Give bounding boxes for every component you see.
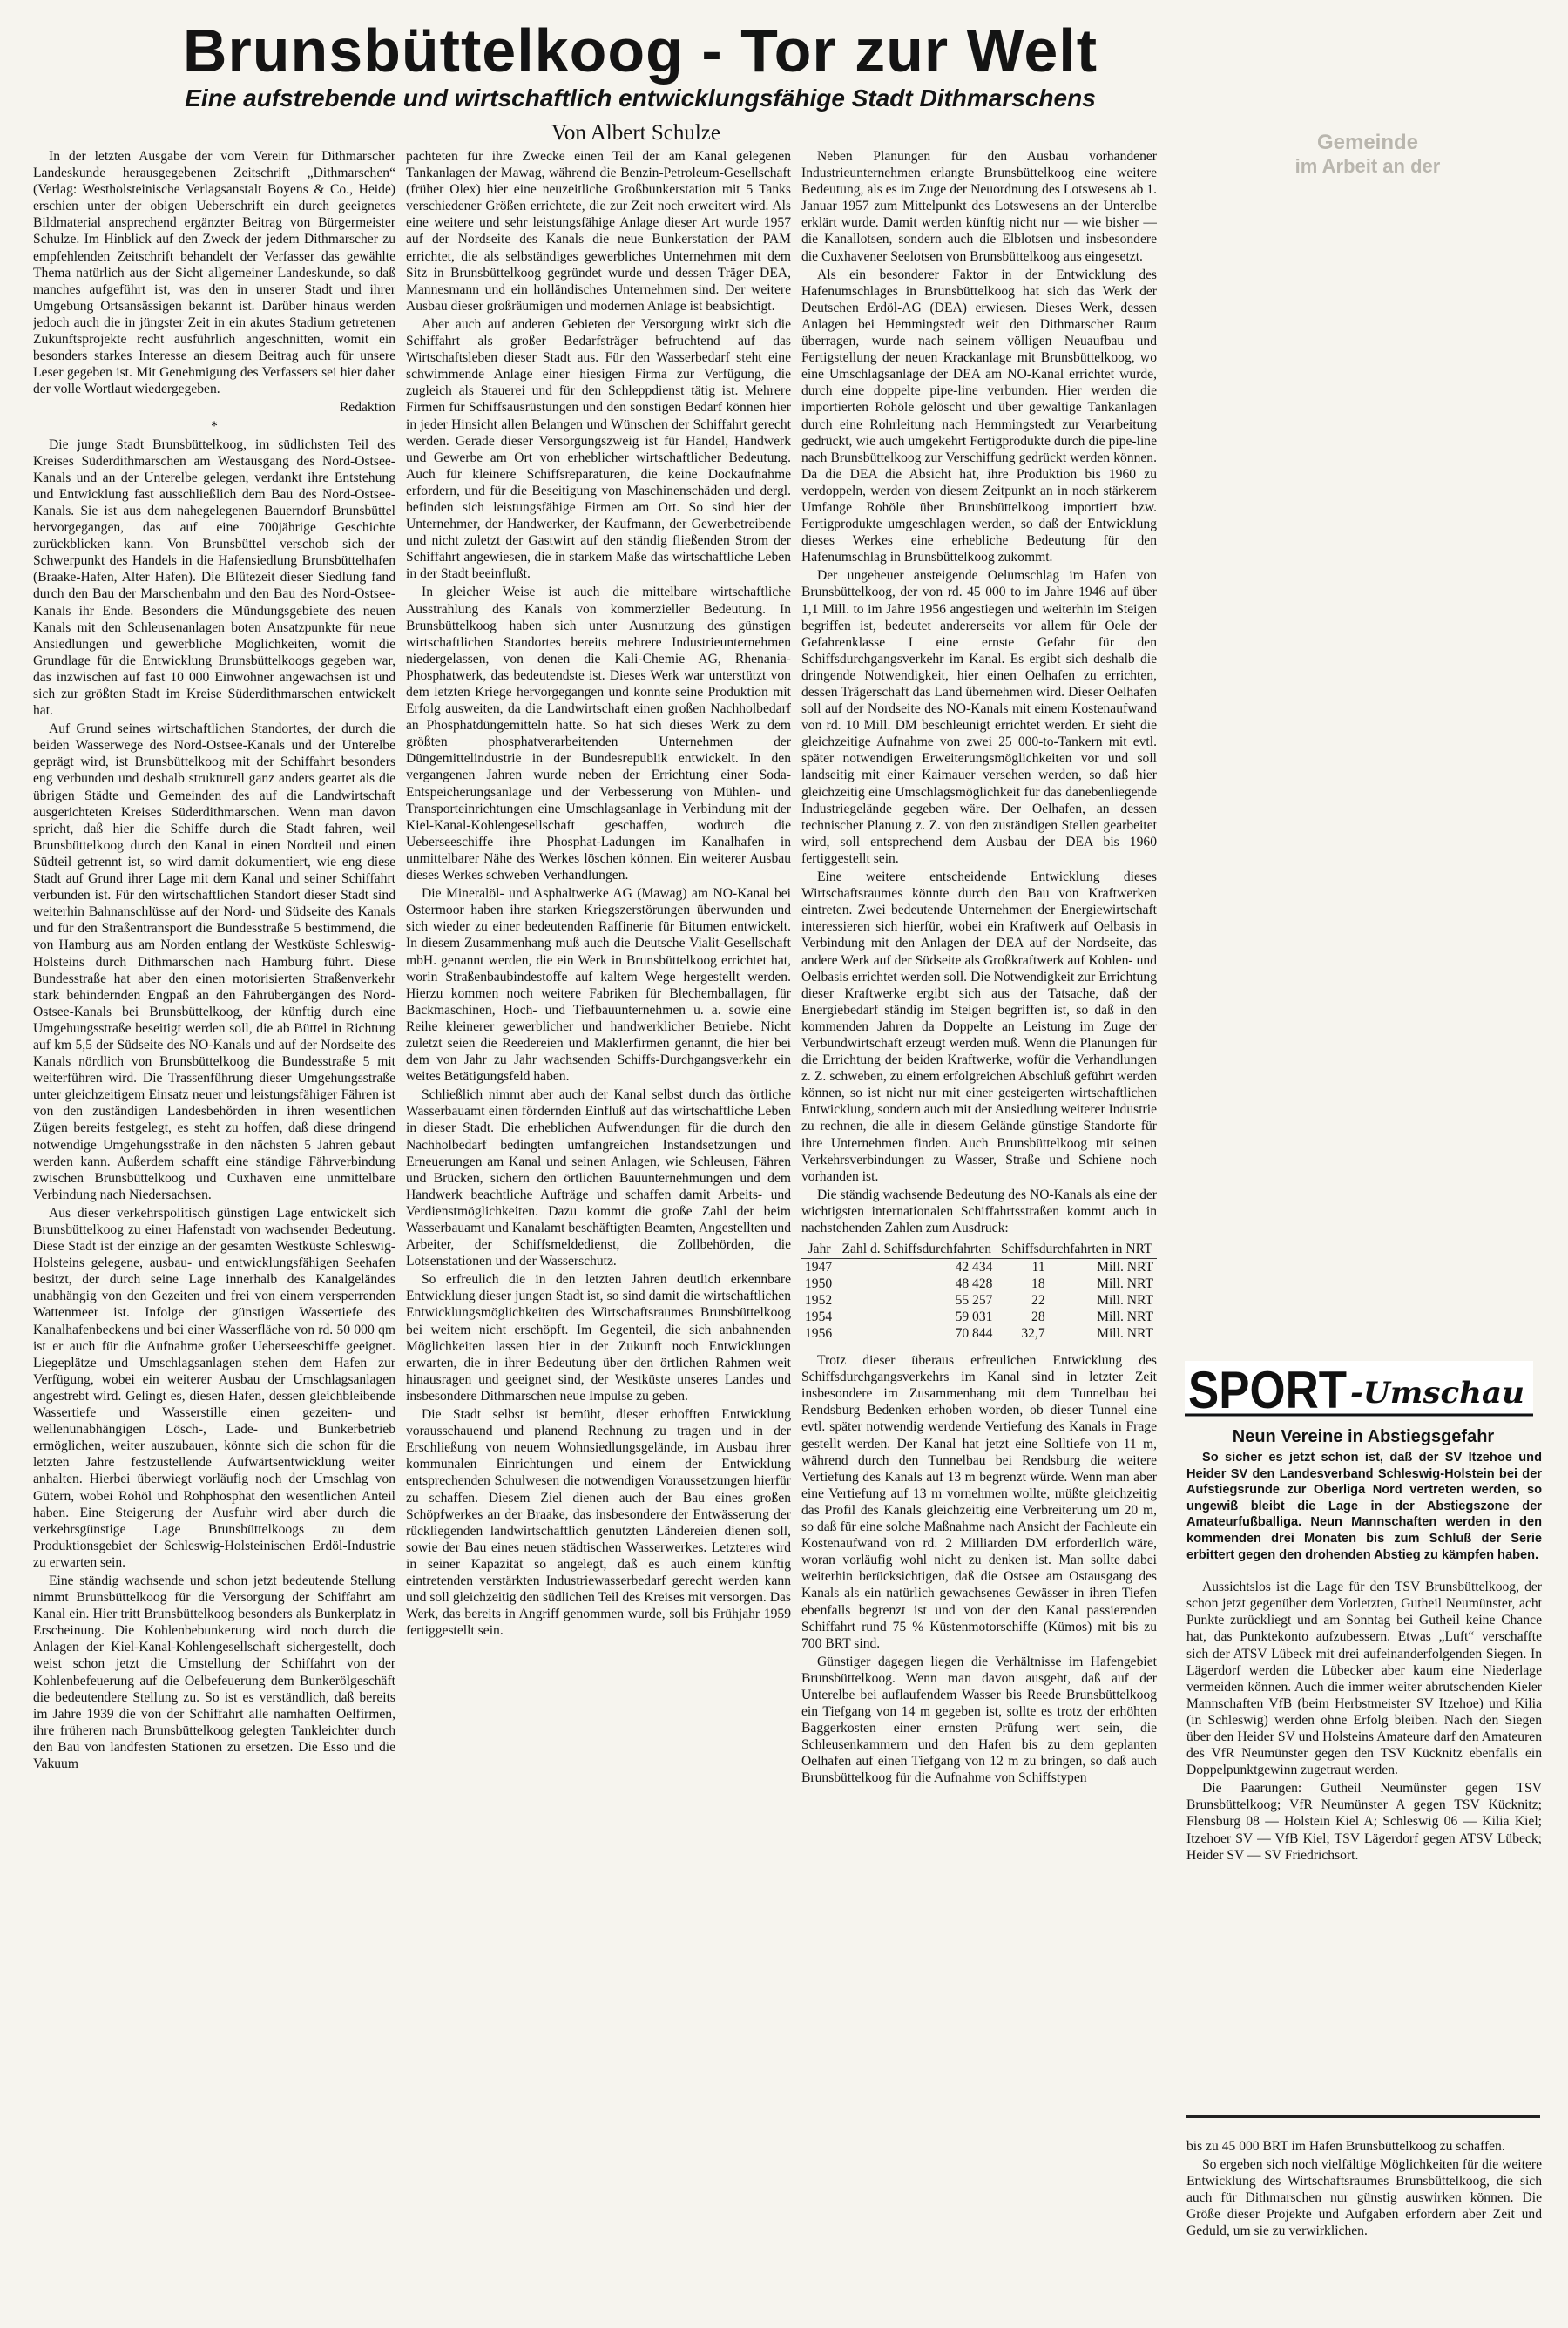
table-row — [801, 1325, 1157, 1342]
sport-headline: Neun Vereine in Abstiegsgefahr — [1232, 1427, 1495, 1446]
article-continuation — [1186, 2138, 1542, 2242]
table-cell: 28 — [1031, 1310, 1045, 1325]
table-cell: 48 428 — [955, 1276, 993, 1292]
paragraph: Die Paarungen: Gutheil Neumünster gegen TSV Brunsbüttelkoog; VfR Neumünster A gegen TSV Kücknitz; Flensburg 08 — Holstein Kiel A; Schleswig 06 — Kilia Kiel; Itzehoer SV — VfB Kiel; TSV Lägerdorf gegen ATSV Lübeck; Heider SV — SV Friedrichsort. — [1186, 1781, 1542, 1863]
section-divider: * — [211, 418, 218, 434]
paragraph: Neben Planungen für den Ausbau vorhandener Industrieunternehmen erlangte Brunsbüttelkoog eine weitere Bedeutung, als es im Zuge der Neuordnung des Lotswesens ab 1. Januar 1957 zum Mittelpunkt des Lotswesens an der Unterelbe erklärt wurde. Damit werden künftig nicht nur — wie bisher — die Kanallotsen, sondern auch die Elblotsen und insbesondere die Cuxhavener Seelotsen von Brunsbüttelkoog aus eingesetzt. — [801, 149, 1157, 264]
table-cell: Mill. NRT — [1097, 1326, 1153, 1342]
paragraph: So erfreulich die in den letzten Jahren deutlich erkennbare Entwicklung dieser jungen Stadt ist, so sind damit die wirtschaftlichen Entwicklungsmöglichkeiten des Wirtschaftsraumes Brunsbüttelkoog bei weitem nicht erschöpft. Im Gegenteil, die sich anbahnenden Möglichkeiten lassen hier in der Zukunft noch Entwicklungen erwarten, die in ihrer Bedeutung über den örtlichen Rahmen weit hinausragen und geeignet sind, der Westküste unseres Landes und insbesondere Dithmarschen neue Impulse zu geben. — [406, 1272, 791, 1404]
table-cell: 42 434 — [955, 1260, 993, 1276]
paragraph: bis zu 45 000 BRT im Hafen Brunsbüttelkoog zu schaffen. — [1186, 2139, 1505, 2154]
sport-umschau-logo — [1185, 1359, 1533, 1418]
table-cell: Mill. NRT — [1097, 1293, 1153, 1309]
article-author: Von Albert Schulze — [551, 121, 720, 145]
paragraph: So ergeben sich noch vielfältige Möglichkeiten für die weitere Entwicklung des Wirtschaftsraumes Brunsbüttelkoog, die sich auch für Dithmarschen nur günstig auswirken können. Die Größe dieser Projekte und Aufgaben erfordern aber Zeit und Geduld, um sie zu verwirklichen. — [1186, 2157, 1542, 2239]
table-row — [801, 1276, 1157, 1292]
paragraph: Die Stadt selbst ist bemüht, dieser erhofften Entwicklung vorausschauend und planend Rechnung zu tragen und in der Erschließung von neuem Wohnsiedlungsgelände, im Ausbau ihrer kommunalen Einrichtungen und einem der Entwicklung entsprechenden Schulwesen die notwendigen Voraussetzungen hierfür zu schaffen. Diesem Ziel dienen auch der Bau eines großen Schöpfwerkes an der Braake, das insbesondere der Entwässerung der rückliegenden landwirtschaftlich genutzten Ländereien dienen soll, sowie der Bau eines neuen städtischen Wasserwerkes. Letzteres wird in seiner Kapazität so angelegt, daß es auch einem künftig eintretenden verstärkten Industriewasserbedarf gerecht werden kann und soll gleichzeitig den südlichen Teil des Kreises mit versorgen. Das Werk, das bereits in Angriff genommen wurde, soll bis Frühjahr 1959 fertiggestellt sein. — [406, 1407, 791, 1639]
table-cell: Mill. NRT — [1097, 1276, 1153, 1292]
faded-ad-line: im Arbeit an der — [1294, 155, 1441, 177]
table-header: Jahr — [801, 1240, 837, 1259]
paragraph: In der letzten Ausgabe der vom Verein für Dithmarscher Landeskunde herausgegebenen Zeitschrift „Dithmarschen“ (Verlag: Westholsteinische Verlagsanstalt Boyens & Co., Heide) erschien unter der obigen Ueberschrift ein durch geeignetes Bildmaterial ansprechend ergänzter Beitrag von Bürgermeister Schulze. Im Hinblick auf den Zweck der jedem Dithmarscher zu empfehlenden Zeitschrift behandelt der Verfasser das gewählte Thema natürlich aus der Sicht allgemeiner Landeskunde, so daß manches aufgeführt ist, was den in unserer Stadt und ihrer Umgebung Ortsansässigen bekannt ist. Darüber hinaus werden jedoch auch die in jüngster Zeit in ein akutes Stadium getretenen Zukunftsprojekte recht ausführlich angeschnitten, womit ein besonders starkes Interesse an diesem Beitrag auch für unsere Leser gegeben ist. Mit Genehmigung des Verfassers sei hier daher der volle Wortlaut wiedergegeben. — [33, 149, 395, 397]
sport-article — [1186, 1450, 1542, 1865]
logo-script-text: -Umschau — [1350, 1376, 1524, 1411]
paragraph: Die ständig wachsende Bedeutung des NO-Kanals als eine der wichtigsten internationalen Schiffahrtsstraßen kommt auch in nachstehenden Zahlen zum Ausdruck: — [801, 1187, 1157, 1235]
table-header: Zahl d. Schiffsdurchfahrten — [837, 1240, 996, 1259]
sport-lead: So sicher es jetzt schon ist, daß der SV Itzehoe und Heider SV den Landesverband Schleswig-Holstein bei der Aufstiegsrunde zur Oberliga Nord vertreten werden, so ungewiß bleibt die Lage in der Abstiegszone der Amateurfußballiga. Neun Mannschaften werden in den kommenden drei Monaten bis zum Schluß der Serie erbittert gegen den drohenden Abstieg zu kämpfen haben. — [1186, 1451, 1542, 1562]
table-row — [801, 1292, 1157, 1309]
table-row — [801, 1259, 1157, 1276]
faded-ad-line: Gemeinde — [1316, 131, 1419, 154]
table-cell: 1956 — [805, 1326, 833, 1342]
table-header: Schiffsdurchfahrten in NRT — [996, 1240, 1157, 1259]
table-cell: 55 257 — [955, 1293, 993, 1309]
table-cell: 1950 — [805, 1276, 833, 1292]
paragraph: Aus dieser verkehrspolitisch günstigen Lage entwickelt sich Brunsbüttelkoog zu einer Hafenstadt von wachsender Bedeutung. Diese Stadt ist der einzige an der gesamten Westküste Schleswig-Holsteins gelegene, ausbau- und entwicklungsfähigen Seehafen besitzt, der durch seine Lage innerhalb des Kanalgeländes unabhängig von den Gezeiten und frei von einem versperrenden Wattenmeer ist. Infolge der günstigen Wassertiefe des Kanalhafenbeckens und bei einer Wasserfläche von rd. 50 000 qm ist er auch für die Aufnahme großer Ueberseeschiffe geeignet. Liegeplätze und Umschlagsanlagen stehen dem Hafen zur Verfügung, wobei ein weiterer Ausbau der Umschlagsanlagen angestrebt wird. Gelingt es, diesen Hafen, dessen gleichbleibende Wassertiefe und Wasserstille einen gezeiten- und wellenunabhängigen Lösch-, Lade- und Bunkerbetrieb ermöglichen, weiter auszubauen, könnte sich die schon für die letzten Jahre festzustellende Aufwärtsentwicklung weiter anhalten. Hierbei überwiegt vorläufig noch der Umschlag von Gütern, wobei Rohöl und Rohphosphat den wesentlichen Anteil haben. Eine Steigerung der Ausfuhr wird aber durch die verkehrsgünstige Lage Brunsbüttelkoogs zu dem Produktionsgebiet der Schleswig-Holsteinischen Erdöl-Industrie zu erwarten sein. — [33, 1205, 395, 1570]
article-column-1 — [33, 148, 395, 2318]
table-cell: 22 — [1031, 1293, 1045, 1309]
paragraph: Trotz dieser überaus erfreulichen Entwicklung des Schiffsdurchgangsverkehrs im Kanal sind in letzter Zeit insbesondere im Zusammenhang mit dem Tunnelbau bei Rendsburg Bedenken erhoben worden, ob dieser Tunnel eine evtl. später notwendig werdende Vertiefung des Kanals in Frage gestellt werden. Der Kanal hat jetzt eine Solltiefe von 11 m, während durch den Tunnelbau bei Rendsburg die weitere Vertiefung des Kanals auf 13 m begrenzt würde. Wenn man aber eine Vertiefung auf 13 m vornehmen wollte, müßte gleichzeitig das Profil des Kanals gleichzeitig eine Verbreiterung um 20 m, so daß für eine solche Maßnahme nach Ansicht der Fachleute ein Kostenaufwand von rd. 2 Milliarden DM erforderlich wäre, woran vorläufig wohl nicht zu denken ist. Man sollte dabei weiterhin berücksichtigen, daß die Ostsee am Ostausgang des Kanals als ein natürlich gewachsenes Gewässer in ihren Tiefen ebenfalls begrenzt ist und von der den Kanal passierenden Schiffahrt rund 75 % Küstenmotorschiffe (Kümos) mit bis zu 700 BRT sind. — [801, 1353, 1157, 1651]
shipping-table — [801, 1240, 1157, 1342]
paragraph: Auf Grund seines wirtschaftlichen Standortes, der durch die beiden Wasserwege des Nord-Ostsee-Kanals und der Unterelbe geprägt wird, ist Brunsbüttelkoog mit der Schiffahrt besonders eng verbunden und deshalb strukturell ganz anders geartet als die übrigen Städte und Gemeinden des auf die Landwirtschaft ausgerichteten Kreises Süderdithmarschen. Wenn man davon spricht, daß hier die Schiffe durch die Stadt fahren, weil Brunsbüttelkoog durch den Kanal in einen Nordteil und einen Südteil getrennt ist, so wird damit dokumentiert, wie eng diese Stadt auf Grund ihrer Lage mit dem Kanal und seiner Schiffahrt verbunden ist. Für den wirtschaftlichen Standort dieser Stadt sind weiterhin Bahnanschlüsse auf der Nord- und Südseite des Kanals und für den Straßentransport die Bundesstraße 5 bestimmend, die von Hamburg aus am Norden entlang der Westküste Schleswig-Holsteins durch Dithmarschen nach Hamburg führt. Diese Bundesstraße hat aber den einen motorisierten Straßenverkehr stark behindernden Engpaß an den Fährübergängen des Nord-Ostsee-Kanals bei Brunsbüttelkoog, der künftig durch eine Umgehungsstraße beseitigt werden soll, die ab Büttel in Richtung auf km 5,5 der Südseite des NO-Kanals und auf der Nordseite des Kanals nördlich von Brunsbüttelkoog die Bundesstraße 5 mit weiterführen wird. Die Trassenführung dieser Umgehungsstraße unter gleichzeitigem Einsatz neuer und leistungsfähiger Fähren ist von den zuständigen Landesbehörden in ihren wesentlichen Zügen bereits festgelegt, es steht zu hoffen, daß diese dringend notwendige Umgehungsstraße in den nächsten 5 Jahren gebaut werden kann. Außerdem schafft eine ständige Fährverbindung zwischen Brunsbüttelkoog und Cuxhaven eine unmittelbare Verbindung nach Niedersachsen. — [33, 721, 395, 1202]
table-cell: 1952 — [805, 1293, 833, 1309]
table-cell: Mill. NRT — [1097, 1260, 1153, 1276]
table-cell: 70 844 — [955, 1326, 993, 1342]
paragraph: Eine weitere entscheidende Entwicklung dieses Wirtschaftsraumes könnte durch den Bau von Kraftwerken eintreten. Zwei bedeutende Unternehmen der Energiewirtschaft interessieren sich hierfür, wobei ein Kraftwerk auf Oelbasis in Verbindung mit den Anlagen der DEA auf der Nordseite, das andere Werk auf der Südseite als Großkraftwerk auf Kohlen- und Oelbasis errichtet werden soll. Die Notwendigkeit zur Errichtung dieser Kraftwerke ergibt sich aus der Tatsache, daß der Energiebedarf ständig im Steigen begriffen ist, so daß in den kommenden Jahren da Doppelte an Leistung im Zuge der Verbundwirtschaft erzeugt werden muß. Wenn die Planungen für die Errichtung der beiden Kraftwerke, wofür die Verhandlungen z. Z. schweben, zu einem erfolgreichen Abschluß geführt werden können, so ist nicht nur mit einer gesteigerten wirtschaftlichen Entwicklung, sondern auch mit der Ansiedlung weiterer Industrie zu rechnen, die alle in diesem Gelände günstige Standorte für ihre Unternehmen finden. Auch Brunsbüttelkoog mit seinen Verkehrsverbindungen zu Wasser, Straße und Schiene noch vorhanden ist. — [801, 870, 1157, 1184]
table-cell: 1954 — [805, 1310, 833, 1325]
editor-signature: Redaktion — [339, 400, 395, 416]
paragraph: Eine ständig wachsende und schon jetzt bedeutende Stellung nimmt Brunsbüttelkoog für die Versorgung der Schiffahrt am Kanal ein. Hier tritt Brunsbüttelkoog besonders als Bunkerplatz in Erscheinung. Die Kohlenbebunkerung wird noch durch die Anlagen der Kiel-Kanal-Kohlengesellschaft sichergestellt, doch weist schon jetzt die Umstellung der Schiffahrt von der Kohlenbefeuerung auf die Oelbefeuerung dem Bunkerölgeschäft die bedeutendere Stellung zu. So ist es verständlich, daß bereits im Jahre 1939 die von der Schiffahrt alle namhaften Oelfirmen, ihre früheren nach Brunsbüttelkoog gelegten Tankleichter durch den Bau von landfesten Stationen zu ersetzen. Die Esso und die Vakuum — [33, 1573, 395, 1771]
paragraph: Die Mineralöl- und Asphaltwerke AG (Mawag) am NO-Kanal bei Ostermoor haben ihre starken Kriegszerstörungen überwunden und sich wieder zu einer bedeutenden Raffinerie für Bitumen entwickelt. In diesem Zusammenhang muß auch die Deutsche Vialit-Gesellschaft mbH. genannt werden, die ein Werk in Brunsbüttelkoog errichtet hat, worin Straßenbaubindestoffe auf kaltem Wege hergestellt werden. Hierzu kommen noch weitere Fabriken für Blechemballagen, für Backmaschinen, Hoch- und Tiefbauunternehmen u. a. sowie eine Reihe kleinerer gewerblicher und handwerklicher Betriebe. Nicht zuletzt seien die Reedereien und Maklerfirmen genannt, die hier bei dem von Jahr zu Jahr wachsenden Schiffs-Durchgangsverkehr ein weites Betätigungsfeld haben. — [406, 886, 791, 1085]
paragraph: Die junge Stadt Brunsbüttelkoog, im südlichsten Teil des Kreises Süderdithmarschen am Westausgang des Nord-Ostsee-Kanals und an der Unterelbe gelegen, verdankt ihre Entstehung und Entwicklung fast ausschließlich dem Bau des Nord-Ostsee-Kanals. Sie ist aus dem nahegelegenen Bauerndorf Brunsbüttel hervorgegangen, das auf eine 700jährige Geschichte zurückblicken kann. Von Brunsbüttel verschob sich der Schwerpunkt des Handels in die Hafensiedlung Brunsbüttelhafen (Braake-Hafen, Alter Hafen). Die Blütezeit dieser Siedlung fand durch den Bau der Marschenbahn und den Bau des Nord-Ostsee-Kanals ihr Ende. Besonders die Mündungsgebiete des neuen Kanals mit den Schleusenanlagen boten Ansatzpunkte für neue Ansiedlungen und gewerbliche Möglichkeiten, womit die Grundlage für die Entwicklung Brunsbüttelkoogs gegeben war, das inzwischen auf fast 10 000 Einwohner angewachsen ist und sich zur größten Stadt im Kreise Süderdithmarschen entwickelt hat. — [33, 436, 395, 719]
table-cell: 1947 — [805, 1260, 833, 1276]
paragraph: Aber auch auf anderen Gebieten der Versorgung wirkt sich die Schiffahrt als großer Bedarfsträger befruchtend auf das Wirtschaftsleben dieser Stadt aus. Für den Wasserbedarf steht eine schwimmende Anlage einer hiesigen Firma zur Verfügung, die zugleich als Stauerei und für den Schleppdienst tätig ist. Mehrere Firmen für Schiffsausrüstungen und den sonstigen Bedarf können hier in jeder Hinsicht allen Belangen und Wünschen der Schiffahrt gerecht werden. Gerade dieser Versorgungszweig ist für Handel, Handwerk und Gewerbe am Ort von erheblicher wirtschaftlicher Bedeutung. Auch für kleinere Schiffsreparaturen, die keine Dockaufnahme erfordern, und für die Beseitigung von Maschinenschäden und dergl. befinden sich leistungsfähige Firmen am Ort. So sind hier der Unternehmer, der Handwerker, der Kaufmann, der Gewerbetreibende und nicht zuletzt der Gastwirt auf den ständig fließenden Strom der Schiffahrt angewiesen, die in starkem Maße das wirtschaftliche Leben in der Stadt beeinflußt. — [406, 316, 791, 582]
section-rule — [1186, 2115, 1540, 2118]
table-cell: Mill. NRT — [1097, 1310, 1153, 1325]
table-row — [801, 1309, 1157, 1325]
paragraph: Der ungeheuer ansteigende Oelumschlag im Hafen von Brunsbüttelkoog, der von rd. 45 000 to im Jahre 1946 auf über 1,1 Mill. to im Jahre 1956 angestiegen und weiterhin im Steigen begriffen ist, bedeutet andererseits vor allem für Oele der Gefahrenklasse I eine ernste Gefahr für den Schiffsdurchgangsverkehr im Kanal. Es ergibt sich deshalb die dringende Notwendigkeit, hier einen Oelhafen zu errichten, dessen Trägerschaft das Land übernehmen wird. Dieser Oelhafen soll auf der Nordseite des NO-Kanals mit einem Kostenaufwand von rd. 10 Mill. DM beschleunigt errichtet werden. Er sieht die gleichzeitige Aufnahme von zwei 25 000-to-Tankern mit evtl. später notwendigen Erweiterungsmöglichkeiten vor und soll landseitig mit einer Kaimauer versehen werden, so daß hier gleichzeitig eine Umschlagsmöglichkeit für das danebenliegende Industriegelände gegeben wäre. Der Oelhafen, an dessen technischer Planung z. Z. von den zuständigen Stellen gearbeitet wird, soll entsprechend dem Ausbau der DEA bis 1960 fertiggestellt sein. — [801, 568, 1157, 866]
table-cell: 11 — [1031, 1260, 1045, 1276]
paragraph: Aussichtslos ist die Lage für den TSV Brunsbüttelkoog, der schon jetzt gegenüber dem Vorletzten, Gutheil Neumünster, acht Punkte zurückliegt und am Sonntag bei Gutheil keine Chance hat, das Punktekonto aufzubessern. Etwas „Luft“ verschaffte sich der ATSV Lübeck mit drei aufeinanderfolgenden Siegen. In Lägerdorf werden die Lübecker aber kaum eine Niederlage vermeiden können. Auch die immer weiter abrutschenden Kieler Mannschaften VfB (beim Herbstmeister SV Itzehoe) und Kilia (in Schleswig) werden ohne Erfolg bleiben. Nach den Siegen über den Heider SV und Holsteins Amateure darf den Amateuren des VfR Neumünster gegen den TSV Kücknitz ebenfalls ein Doppelpunktgewinn zugetraut werden. — [1186, 1580, 1542, 1778]
article-title: Brunsbüttelkoog - Tor zur Welt — [182, 17, 1098, 85]
faded-ad-box — [1220, 131, 1516, 178]
paragraph: Günstiger dagegen liegen die Verhältnisse im Hafengebiet Brunsbüttelkoog. Wenn man davon ausgeht, daß auf der Unterelbe bei auflaufendem Wasser bis Reede Brunsbüttelkoog ein Tiefgang von 14 m gegeben ist, sollte es trotz der erhöhten Baggerkosten einer ernsten Prüfung wert sein, die Schleusenkammern und den Hafen bis zu dem geplanten Oelhafen auf einen Tiefgang von 12 m zu bringen, so daß auch Brunsbüttelkoog für die Aufnahme von Schiffstypen — [801, 1654, 1157, 1786]
article-column-2 — [406, 148, 791, 2318]
table-cell: 59 031 — [955, 1310, 993, 1325]
paragraph: pachteten für ihre Zwecke einen Teil der am Kanal gelegenen Tankanlagen der Mawag, während die Benzin-Petroleum-Gesellschaft (früher Olex) hier eine neuzeitliche Großbunkerstation mit 5 Tanks verschiedener Größen errichtete, die zur Zeit noch erweitert wird. Als eine weitere und sehr leistungsfähige Anlage dieser Art wurde 1957 auf der Nordseite des Kanals die neue Bunkerstation der PAM errichtet, die als selbständiges gewerbliches Unternehmen mit dem Sitz in Brunsbüttelkoog gegründet wurde und dessen Träger DEA, Mannesmann und ein holländisches Unternehmen sind. Der weitere Ausbau dieser großräumigen und modernen Anlage ist beabsichtigt. — [406, 149, 791, 314]
table-cell: 18 — [1031, 1276, 1045, 1292]
paragraph: In gleicher Weise ist auch die mittelbare wirtschaftliche Ausstrahlung des Kanals von kommerzieller Bedeutung. In Brunsbüttelkoog haben sich unter Ausnutzung des günstigen wirtschaftlichen Standortes bereits mehrere Industrieunternehmen niedergelassen, von denen die Kali-Chemie AG, Rhenania-Phosphatwerk, das bedeutendste ist. Dieses Werk war unterstützt von dem letzten Kriege hervorgegangen und konnte seine Produktion mit Erfolg ausweiten, da die Landwirtschaft einen großen Nachholbedarf an Phosphatdüngemitteln hatte. So hat sich dieses Werk zu dem größten phosphatverarbeitenden Unternehmen der Düngemittelindustrie in der Bundesrepublik entwickelt. In den vergangenen Jahren wurde neben der Errichtung einer Soda-Entspeicherungsanlage und der Verbesserung von Mühlen- und Transporteinrichtungen eine Umschlagsanlage in Verbindung mit der Kiel-Kanal-Kohlengesellschaft geschaffen, wodurch die Ueberseeschiffe ihre Phosphat-Ladungen im Kanalhafen in unmittelbarer Nähe des Werkes löschen können. Ein weiterer Ausbau dieses Werkes schweben Verhandlungen. — [406, 585, 791, 883]
logo-main-text: SPORT — [1188, 1361, 1347, 1418]
table-cell: 32,7 — [1021, 1326, 1045, 1342]
article-column-3 — [801, 148, 1157, 2318]
paragraph: Schließlich nimmt aber auch der Kanal selbst durch das örtliche Wasserbauamt einen fördernden Einfluß auf das wirtschaftliche Leben in dieser Stadt. Die erheblichen Aufwendungen für die durch den Nachholbedarf bedingten umfangreichen Instandsetzungen und Erneuerungen am Kanal und seinen Anlagen, wie Schleusen, Fähren und Brücken, sichern den örtlichen Bauunternehmungen und dem Handwerk beachtliche Aufträge und schaffen damit Arbeits- und Verdienstmöglichkeiten. Dazu kommt die große Zahl der beim Wasserbauamt und Kanalamt beschäftigten Beamten, Angestellten und Arbeiter, der Schiffsmeldedienst, die Zollbehörden, die Lotsenstationen und der Wasserschutz. — [406, 1087, 791, 1269]
paragraph: Als ein besonderer Faktor in der Entwicklung des Hafenumschlages in Brunsbüttelkoog hat sich das Werk der Deutschen Erdöl-AG (DEA) erwiesen. Dieses Werk, dessen Anlagen bei Hemmingstedt weit den Dithmarscher Raum überragen, wurde nach seinem völligen Neuaufbau und Fertigstellung der neuen Krackanlage mit Brunsbüttelkoog, wo eine Umschlagsanlage der DEA am NO-Kanal errichtet wurde, durch eine doppelte pipe-line verbunden. Hier werden die importierten Rohöle gelöscht und über gewaltige Tankanlagen durch eine Rohrleitung nach Hemmingstedt zur Verarbeitung gedrückt, wie auch umgekehrt Fertigprodukte durch die pipe-line nach Brunsbüttelkoog zur Verschiffung gedrückt werden können. Da die DEA die Absicht hat, ihre Produktion bis 1960 zu verdoppeln, werden von diesem Zeitpunkt an in noch stärkerem Umfange Rohöle über Brunsbüttelkoog importiert bzw. Fertigprodukte umgeschlagen werden, so daß der Entwicklung dieses Werkes eine erhebliche Bedeutung für den Hafenumschlag in Brunsbüttelkoog zukommt. — [801, 267, 1157, 565]
article-subtitle: Eine aufstrebende und wirtschaftlich entwicklungsfähige Stadt Dithmarschens — [185, 85, 1096, 112]
